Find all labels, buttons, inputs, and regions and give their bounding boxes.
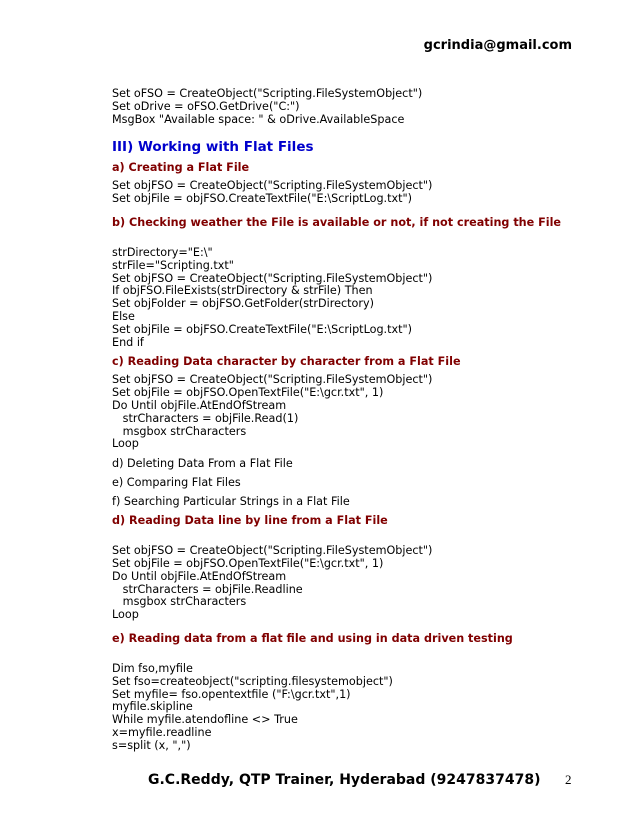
plain-heading-search: f) Searching Particular Strings in a Flat File — [112, 495, 350, 509]
subheading-data-driven: e) Reading data from a flat file and using in data driven testing — [112, 631, 513, 645]
code-line: Dim fso,myfile — [112, 661, 193, 675]
code-line: Set objFolder = objFSO.GetFolder(strDirectory) — [112, 297, 374, 311]
code-line: While myfile.atendofline <> True — [112, 713, 298, 727]
footer-author: G.C.Reddy, QTP Trainer, Hyderabad (9247837478) — [148, 772, 541, 788]
code-line: Set oDrive = oFSO.GetDrive("C:") — [112, 99, 300, 113]
code-line: msgbox strCharacters — [112, 424, 247, 438]
document-body — [112, 88, 582, 753]
code-line: Set objFile = objFSO.OpenTextFile("E:\gcr.txt", 1) — [112, 556, 384, 570]
header-email: gcrindia@gmail.com — [423, 38, 572, 53]
code-line: Set objFSO = CreateObject("Scripting.FileSystemObject") — [112, 179, 433, 193]
subheading-read-lines: d) Reading Data line by line from a Flat File — [112, 514, 388, 528]
code-line: strFile="Scripting.txt" — [112, 258, 234, 272]
code-line: x=myfile.readline — [112, 725, 212, 739]
code-line: Set objFile = objFSO.OpenTextFile("E:\gcr.txt", 1) — [112, 386, 384, 400]
subheading-check-file: b) Checking weather the File is available or not, if not creating the File — [112, 215, 562, 229]
code-line: msgbox strCharacters — [112, 595, 247, 609]
code-block-create-file — [112, 180, 582, 206]
plain-heading-compare: e) Comparing Flat Files — [112, 476, 241, 490]
code-line: strCharacters = objFile.Read(1) — [112, 411, 299, 425]
page-number: 2 — [565, 772, 572, 787]
code-line: s=split (x, ",") — [112, 738, 191, 752]
code-block-read-lines — [112, 545, 582, 622]
code-line: Set objFile = objFSO.CreateTextFile("E:\ScriptLog.txt") — [112, 192, 413, 206]
code-block-data-driven — [112, 663, 582, 753]
code-line: myfile.skipline — [112, 700, 193, 714]
code-line: Set myfile= fso.opentextfile ("F:\gcr.txt",1) — [112, 687, 351, 701]
code-line: Set objFSO = CreateObject("Scripting.FileSystemObject") — [112, 373, 433, 387]
code-block-check-file — [112, 247, 582, 349]
code-line: Do Until objFile.AtEndOfStream — [112, 569, 287, 583]
code-line: Loop — [112, 608, 139, 622]
plain-heading-delete: d) Deleting Data From a Flat File — [112, 457, 293, 471]
code-line: Set objFile = objFSO.CreateTextFile("E:\ScriptLog.txt") — [112, 322, 413, 336]
code-line: strDirectory="E:\" — [112, 245, 213, 259]
code-line: Set oFSO = CreateObject("Scripting.FileSystemObject") — [112, 87, 423, 100]
subheading-read-chars: c) Reading Data character by character from a Flat File — [112, 355, 461, 369]
section-title: III) Working with Flat Files — [112, 139, 314, 156]
code-line: Loop — [112, 437, 139, 451]
code-line: strCharacters = objFile.Readline — [112, 582, 303, 596]
code-line: End if — [112, 335, 144, 349]
code-line: Set objFSO = CreateObject("Scripting.FileSystemObject") — [112, 544, 433, 558]
code-line: If objFSO.FileExists(strDirectory & strFile) Then — [112, 284, 373, 298]
code-block-read-chars — [112, 374, 582, 451]
code-line: MsgBox "Available space: " & oDrive.AvailableSpace — [112, 112, 405, 126]
code-block-drive — [112, 88, 582, 126]
code-line: Set objFSO = CreateObject("Scripting.FileSystemObject") — [112, 271, 433, 285]
code-line: Set fso=createobject("scripting.filesystemobject") — [112, 674, 393, 688]
code-line: Else — [112, 309, 135, 323]
subheading-create-file: a) Creating a Flat File — [112, 161, 250, 175]
code-line: Do Until objFile.AtEndOfStream — [112, 398, 287, 412]
